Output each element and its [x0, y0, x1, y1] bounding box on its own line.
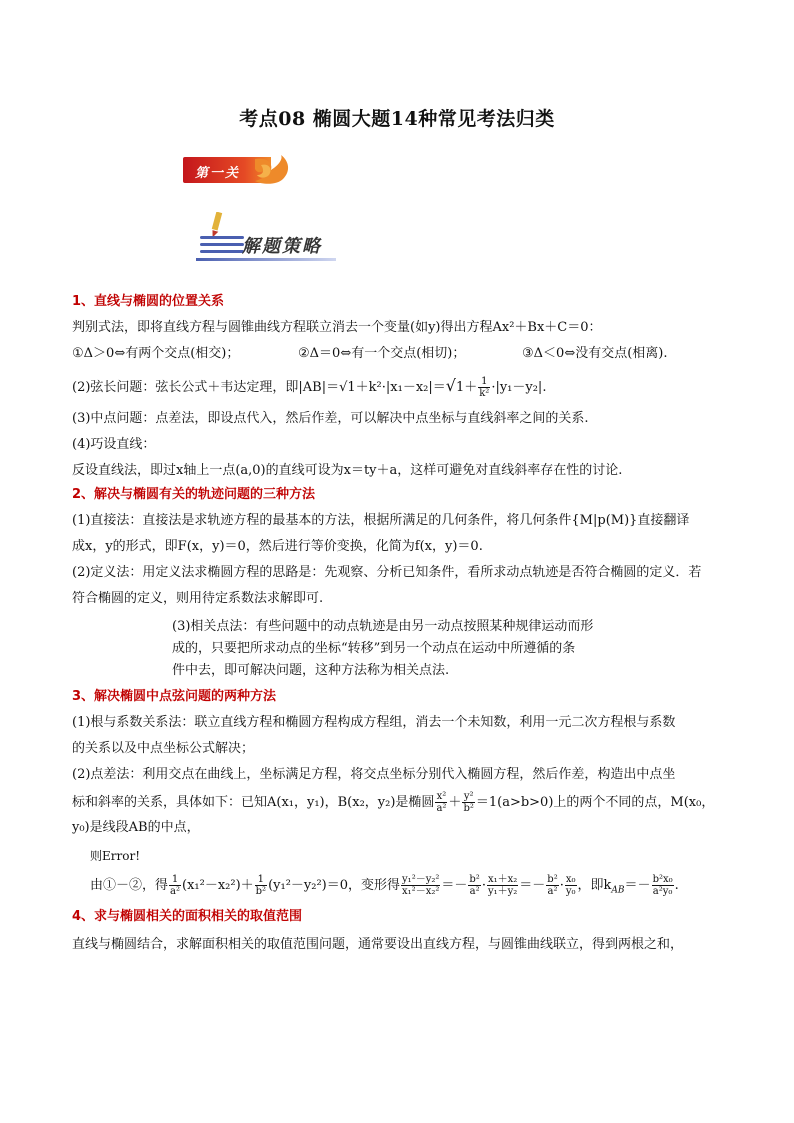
- text: .: [674, 878, 679, 893]
- text: 由①－②，得: [90, 878, 169, 893]
- text: ·: [481, 878, 486, 893]
- paragraph: 判别式法，即将直线方程与圆锥曲线方程联立消去一个变量(如y)得出方程Ax²＋Bx＋C＝0：: [72, 320, 602, 335]
- text: ＝－: [624, 878, 651, 893]
- fraction: [546, 874, 558, 897]
- denominator: a²: [170, 886, 180, 897]
- midpoint-derivation: [72, 874, 732, 901]
- paragraph: (2)定义法：用定义法求椭圆方程的思路是：先观察、分析已知条件，看所求动点轨迹是否符合椭圆的定义．若: [72, 565, 702, 580]
- fraction: [478, 376, 490, 399]
- text: ＝－: [441, 878, 468, 893]
- subscript: AB: [611, 885, 625, 896]
- numerator: 1: [255, 874, 267, 886]
- paragraph: (2)点差法：利用交点在曲线上，坐标满足方程，将交点坐标分别代入椭圆方程，然后作差，构造出中点坐: [72, 767, 676, 782]
- numerator: x²: [436, 791, 447, 802]
- fraction: [468, 874, 480, 897]
- denominator: a²y₀: [652, 886, 673, 897]
- numerator: 1: [169, 874, 181, 886]
- paragraph: 直线与椭圆结合，求解面积相关的取值范围问题，通常要设出直线方程，与圆锥曲线联立，得到两根之和，: [72, 936, 684, 952]
- fraction: [462, 791, 474, 814]
- paragraph: (1)根与系数关系法：联立直线方程和椭圆方程构成方程组，消去一个未知数，利用一元二次方程根与系数: [72, 715, 676, 730]
- paragraph: (1)直接法：直接法是求轨迹方程的最基本的方法，根据所满足的几何条件，将几何条件{M|p(M)}直接翻译: [72, 513, 690, 528]
- numerator: y₁²－y₂²: [402, 874, 440, 885]
- pencil-icon: [206, 212, 228, 238]
- section-heading-2: 2、解决与椭圆有关的轨迹问题的三种方法: [72, 487, 316, 502]
- numerator: b²x₀: [652, 874, 673, 885]
- cases-row: [72, 344, 732, 364]
- paragraph: 件中去，即可解决问题，这种方法称为相关点法.: [172, 663, 450, 678]
- denominator: x₁²－x₂²: [402, 886, 440, 897]
- text: (y₁²－y₂²)＝0，变形得: [268, 878, 401, 893]
- fraction: [401, 874, 440, 897]
- case-3: ③Δ＜0⇔没有交点(相离).: [522, 346, 668, 361]
- paragraph: 成的，只要把所求动点的坐标“转移”到另一个动点在运动中所遵循的条: [172, 641, 576, 656]
- denominator: k²: [479, 388, 490, 399]
- text: ·: [559, 878, 564, 893]
- paragraph: 则Error!: [90, 849, 141, 863]
- text: ·|y₁－y₂|.: [491, 380, 547, 395]
- text: (x₁²－x₂²)＋: [182, 878, 254, 893]
- flame-icon: [253, 153, 293, 187]
- paragraph: 的关系以及中点坐标公式解决；: [72, 741, 255, 756]
- document-body: [72, 292, 732, 955]
- denominator: y₀: [565, 886, 576, 897]
- fraction: [487, 874, 518, 897]
- strategy-label: 解题策略: [242, 236, 322, 257]
- strategy-lines: [200, 236, 244, 257]
- denominator: a²: [547, 886, 558, 897]
- case-1: ①Δ＞0⇔有两个交点(相交)；: [72, 346, 240, 361]
- text: 标和斜率的关系，具体如下：已知A(x₁，y₁)，B(x₂，y₂)是椭圆: [72, 795, 435, 810]
- paragraph: (3)相关点法：有些问题中的动点轨迹是由另一动点按照某种规律运动而形: [172, 619, 594, 634]
- fraction: [435, 791, 447, 814]
- strategy-header: [196, 212, 336, 264]
- text: ＝1(a>b>0)上的两个不同的点，M(x₀，: [475, 795, 715, 810]
- numerator: x₀: [565, 874, 576, 885]
- numerator: x₁＋x₂: [487, 874, 518, 885]
- section-banner: [183, 153, 298, 187]
- section-heading-3: 3、解决椭圆中点弦问题的两种方法: [72, 689, 277, 704]
- denominator: b²: [463, 803, 474, 814]
- ellipse-definition-line: 标和斜率的关系，具体如下：已知A(x₁，y₁)，B(x₂，y₂)是椭圆 $\frac{\text{x²}}{\text{a²}}$ ＋ $\frac{\text{y²}}{\text{b²}}$ ＝1(a>b>0)上的两个不同的点，M(x₀，: [72, 791, 715, 814]
- strategy-underline: [196, 258, 336, 261]
- paragraph: y₀)是线段AB的中点，: [72, 820, 200, 835]
- paragraph: (4)巧设直线：: [72, 437, 156, 452]
- paragraph: 符合椭圆的定义，则用待定系数法求解即可.: [72, 591, 324, 606]
- text: (2)弦长问题：弦长公式＋韦达定理，即|AB|＝√1＋k²·|x₁－x₂|＝: [72, 380, 446, 395]
- text: ，即k: [577, 878, 612, 893]
- section-heading-4: 4、求与椭圆相关的面积相关的取值范围: [72, 908, 303, 924]
- denominator: y₁＋y₂: [487, 886, 518, 897]
- fraction: [652, 874, 674, 897]
- text: ＝－: [519, 878, 546, 893]
- banner-label: 第一关: [195, 166, 241, 181]
- numerator: y²: [463, 791, 474, 802]
- fraction: [169, 874, 181, 897]
- paragraph: (3)中点问题：点差法，即设点代入，然后作差，可以解决中点坐标与直线斜率之间的关系.: [72, 411, 589, 426]
- numerator: b²: [547, 874, 558, 885]
- numerator: 1: [478, 376, 490, 388]
- paragraph: 成x，y的形式，即F(x，y)＝0，然后进行等价变换，化简为f(x，y)＝0.: [72, 539, 483, 554]
- text: 1＋: [455, 380, 478, 395]
- denominator: b²: [255, 886, 267, 897]
- paragraph: 反设直线法，即过x轴上一点(a,0)的直线可设为x＝ty＋a，这样可避免对直线斜率存在性的讨论.: [72, 463, 623, 478]
- fraction: [565, 874, 577, 897]
- numerator: b²: [469, 874, 480, 885]
- fraction: [255, 874, 267, 897]
- denominator: a²: [469, 886, 480, 897]
- case-2: ②Δ＝0⇔有一个交点(相切)；: [298, 346, 466, 361]
- denominator: a²: [436, 803, 447, 814]
- chord-length-formula: (2)弦长问题：弦长公式＋韦达定理，即|AB|＝√1＋k²·|x₁－x₂|＝√1＋ $\frac{1}{\text{k²}}$ ·|y₁－y₂|.: [72, 376, 547, 399]
- section-heading-1: 1、直线与椭圆的位置关系: [72, 294, 225, 309]
- page-title: 考点08 椭圆大题14种常见考法归类: [239, 108, 555, 130]
